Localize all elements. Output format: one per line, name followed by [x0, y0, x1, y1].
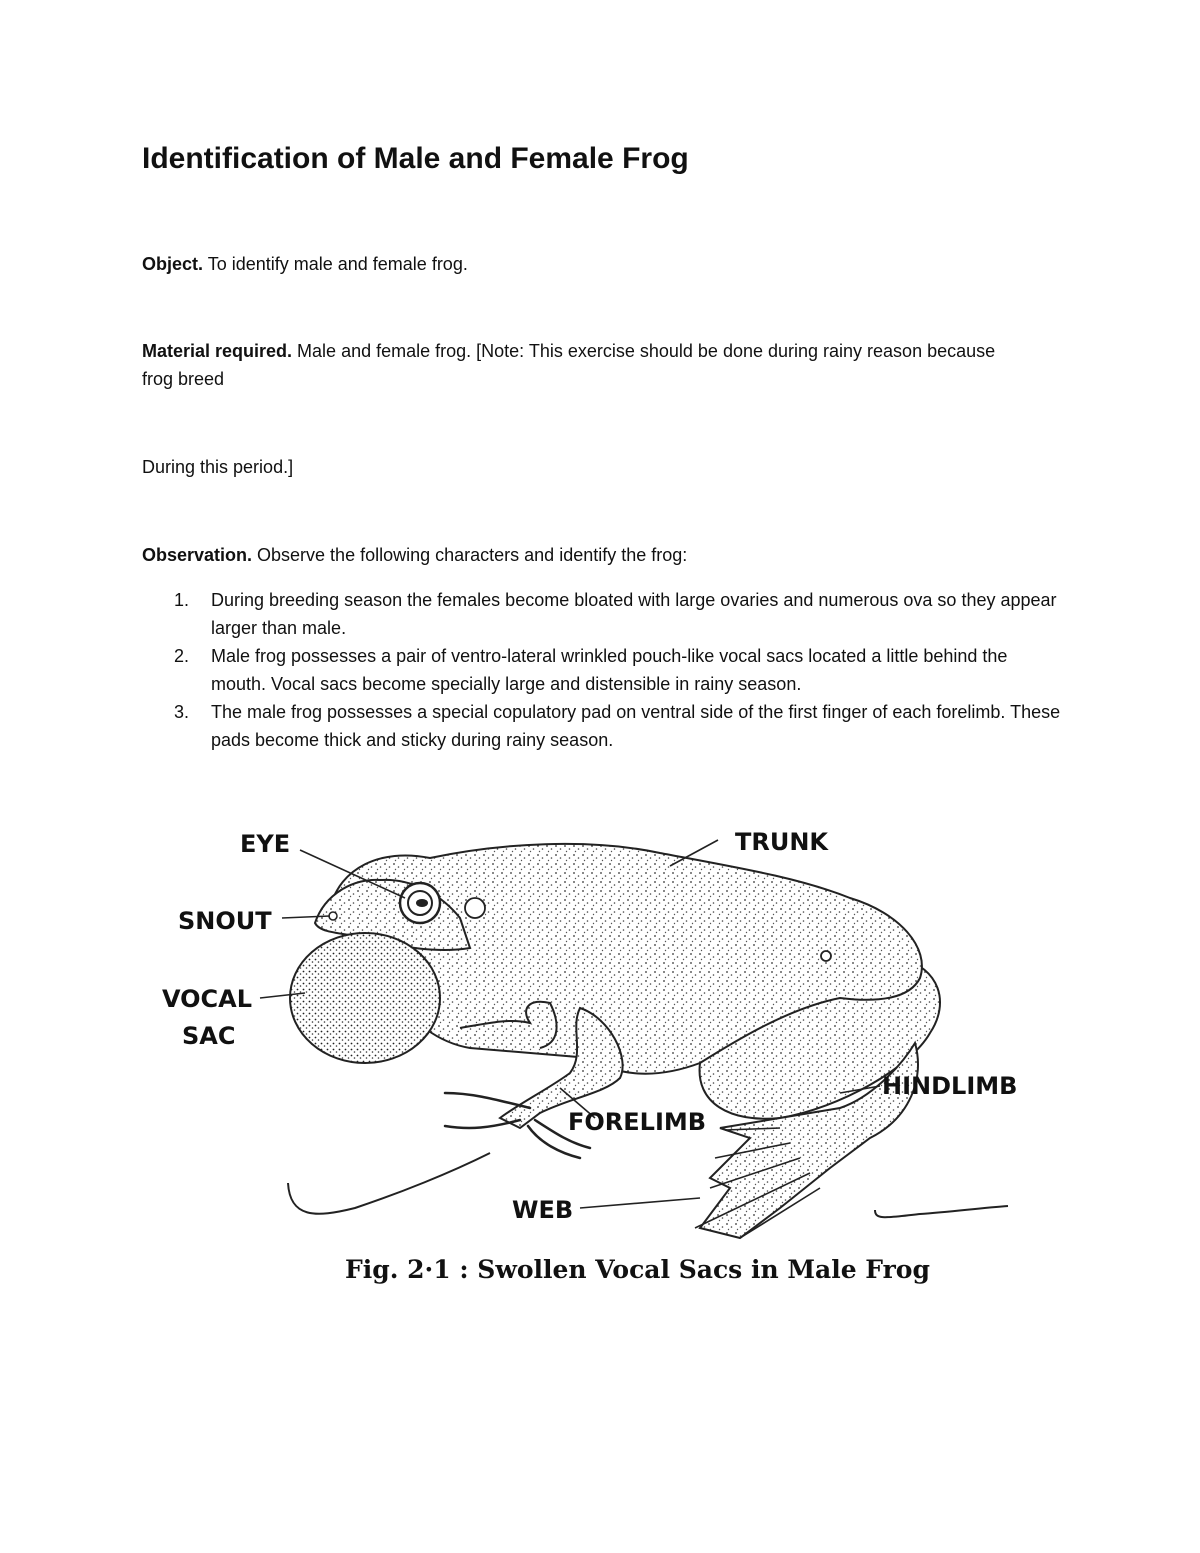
label-eye: EYE	[240, 830, 291, 858]
object-paragraph	[142, 250, 1042, 278]
object-text: To identify male and female frog.	[203, 254, 468, 274]
label-web: WEB	[512, 1196, 574, 1224]
list-item	[142, 642, 1062, 698]
observation-list	[142, 586, 1062, 754]
frog-nostril	[329, 912, 337, 920]
material-text: Male and female frog. [Note: This exercise should be done during rainy reason because frog breed	[142, 341, 996, 389]
observation-text: Observe the following characters and identify the frog:	[252, 545, 688, 565]
frog-diagram	[140, 808, 1060, 1298]
label-vocal: VOCAL	[162, 985, 253, 1013]
list-text: The male frog possesses a special copulatory pad on ventral side of the first finger of each forelimb. These pads become thick and sticky during rainy season.	[211, 702, 1061, 750]
frog-figure	[140, 808, 1060, 1298]
label-snout: SNOUT	[178, 907, 272, 935]
material-paragraph	[142, 337, 1022, 393]
label-trunk: TRUNK	[735, 828, 829, 856]
list-item	[142, 586, 1062, 642]
list-number: 1.	[174, 590, 190, 610]
figure-caption: Fig. 2·1 : Swollen Vocal Sacs in Male Frog	[345, 1255, 930, 1284]
label-forelimb: FORELIMB	[568, 1108, 707, 1136]
frog-tympanum	[465, 898, 485, 918]
during-paragraph: During this period.]	[142, 457, 294, 477]
object-label: Object.	[142, 254, 204, 274]
page-title: Identification of Male and Female Frog	[142, 142, 689, 175]
list-item	[142, 698, 1062, 754]
label-sac: SAC	[182, 1022, 236, 1050]
list-number: 3.	[174, 702, 190, 722]
label-hindlimb: HINDLIMB	[882, 1072, 1018, 1100]
frog-vocal-sac	[290, 933, 440, 1063]
observation-paragraph	[142, 541, 1042, 569]
material-label: Material required.	[142, 341, 293, 361]
list-text: During breeding season the females become bloated with large ovaries and numerous ova so they appear larger than male.	[211, 590, 1057, 638]
list-number: 2.	[174, 646, 190, 666]
list-text: Male frog possesses a pair of ventro-lateral wrinkled pouch-like vocal sacs located a little behind the mouth. Vocal sacs become specially large and distensible in rainy season.	[211, 646, 1008, 694]
observation-label: Observation.	[142, 545, 253, 565]
